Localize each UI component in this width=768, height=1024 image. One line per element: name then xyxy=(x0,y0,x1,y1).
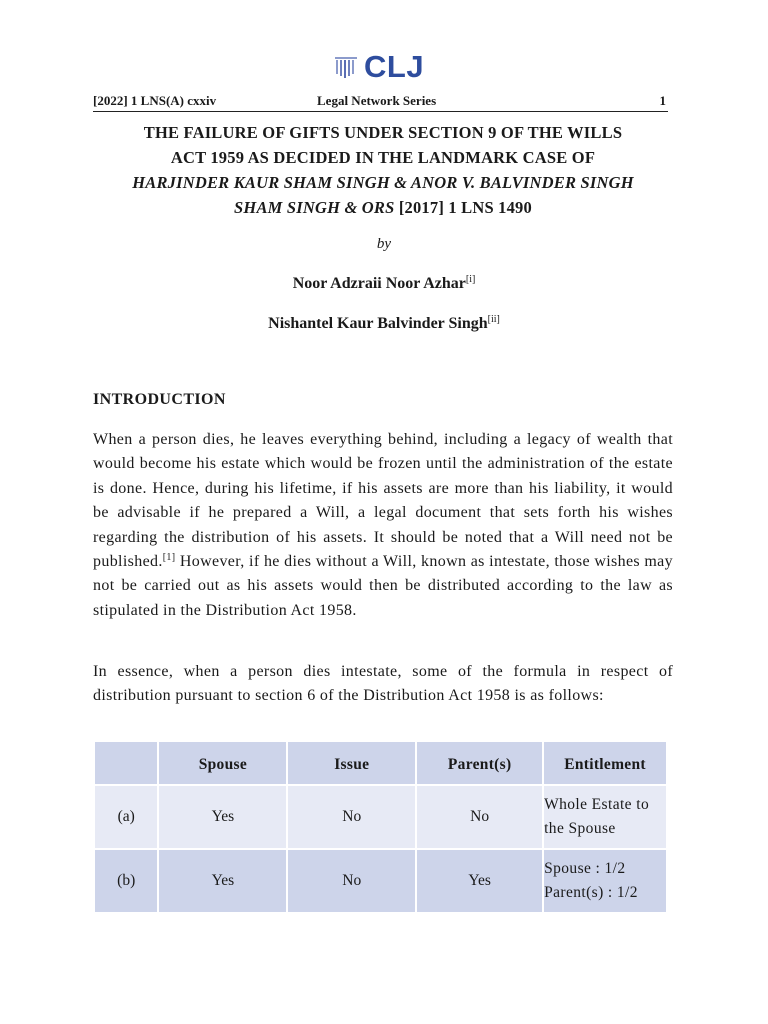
running-head xyxy=(93,93,668,112)
series-name: Legal Network Series xyxy=(317,93,437,108)
title-line-1: THE FAILURE OF GIFTS UNDER SECTION 9 OF THE WILLS xyxy=(143,123,623,142)
article-title xyxy=(93,120,673,220)
row-label: (b) xyxy=(95,850,157,912)
row-label: (a) xyxy=(95,786,157,848)
table-cell: Yes xyxy=(159,850,286,912)
case-name-part: SHAM SINGH & ORS xyxy=(234,198,395,217)
author-1 xyxy=(0,274,768,293)
paragraph-1 xyxy=(93,428,673,623)
author-note-link[interactable]: [i] xyxy=(465,274,476,285)
table-header-cell xyxy=(95,742,157,784)
table-cell: Yes xyxy=(417,850,542,912)
distribution-table xyxy=(93,740,668,914)
table-row xyxy=(95,786,666,848)
author-2 xyxy=(0,314,768,333)
entitlement-line: Parent(s) : 1/2 xyxy=(544,884,638,901)
table-row xyxy=(95,850,666,912)
table-cell: No xyxy=(288,850,415,912)
paragraph-text: When a person dies, he leaves everything behind, including a legacy of wealth that would become his estate which would be frozen until the administration of the estate is done. Hence, during his lifetime, if his assets are more than his liability, it would be advisable if he prepared a Will, a legal document that sets forth his wishes regarding the distribution of his assets. It should be noted that a Will need not be published. xyxy=(93,431,673,571)
entitlement-cell xyxy=(544,786,666,848)
title-line-3: HARJINDER KAUR SHAM SINGH & ANOR V. BALVINDER SINGH xyxy=(132,173,634,192)
title-line-4 xyxy=(93,195,673,220)
table-cell: Yes xyxy=(159,786,286,848)
author-name: Nishantel Kaur Balvinder Singh xyxy=(268,315,488,332)
table-header-cell: Parent(s) xyxy=(417,742,542,784)
citation-label: [2022] 1 LNS(A) cxxiv xyxy=(93,93,217,108)
byline: by xyxy=(376,236,392,252)
logo-text: CLJ xyxy=(364,49,425,84)
table-header-cell: Issue xyxy=(288,742,415,784)
table-header-row xyxy=(95,742,666,784)
page-number: 1 xyxy=(659,93,666,108)
clj-logo xyxy=(334,49,425,84)
author-name: Noor Adzraii Noor Azhar xyxy=(292,275,466,292)
entitlement-line: the Spouse xyxy=(544,820,616,837)
section-heading: INTRODUCTION xyxy=(93,391,226,408)
pillars-icon xyxy=(334,55,358,79)
paragraph-2: In essence, when a person dies intestate, some of the formula in respect of distribution pursuant to section 6 of the Distribution Act 1958 is as follows: xyxy=(93,663,673,705)
table-header-cell: Entitlement xyxy=(544,742,666,784)
table-cell: No xyxy=(288,786,415,848)
table-cell: No xyxy=(417,786,542,848)
footnote-link[interactable]: [1] xyxy=(162,552,176,564)
title-line-2: ACT 1959 AS DECIDED IN THE LANDMARK CASE OF xyxy=(170,148,596,167)
case-citation: [2017] 1 LNS 1490 xyxy=(394,198,532,217)
entitlement-cell xyxy=(544,850,666,912)
table-header-cell: Spouse xyxy=(159,742,286,784)
author-note-link[interactable]: [ii] xyxy=(487,314,500,325)
entitlement-line: Whole Estate to xyxy=(544,796,650,813)
entitlement-line: Spouse : 1/2 xyxy=(544,860,626,877)
paragraph-text: However, if he dies without a Will, known as intestate, those wishes may not be carried out as his assets would then be distributed according to the law as stipulated in the Distribution Act 1958. xyxy=(93,553,673,619)
